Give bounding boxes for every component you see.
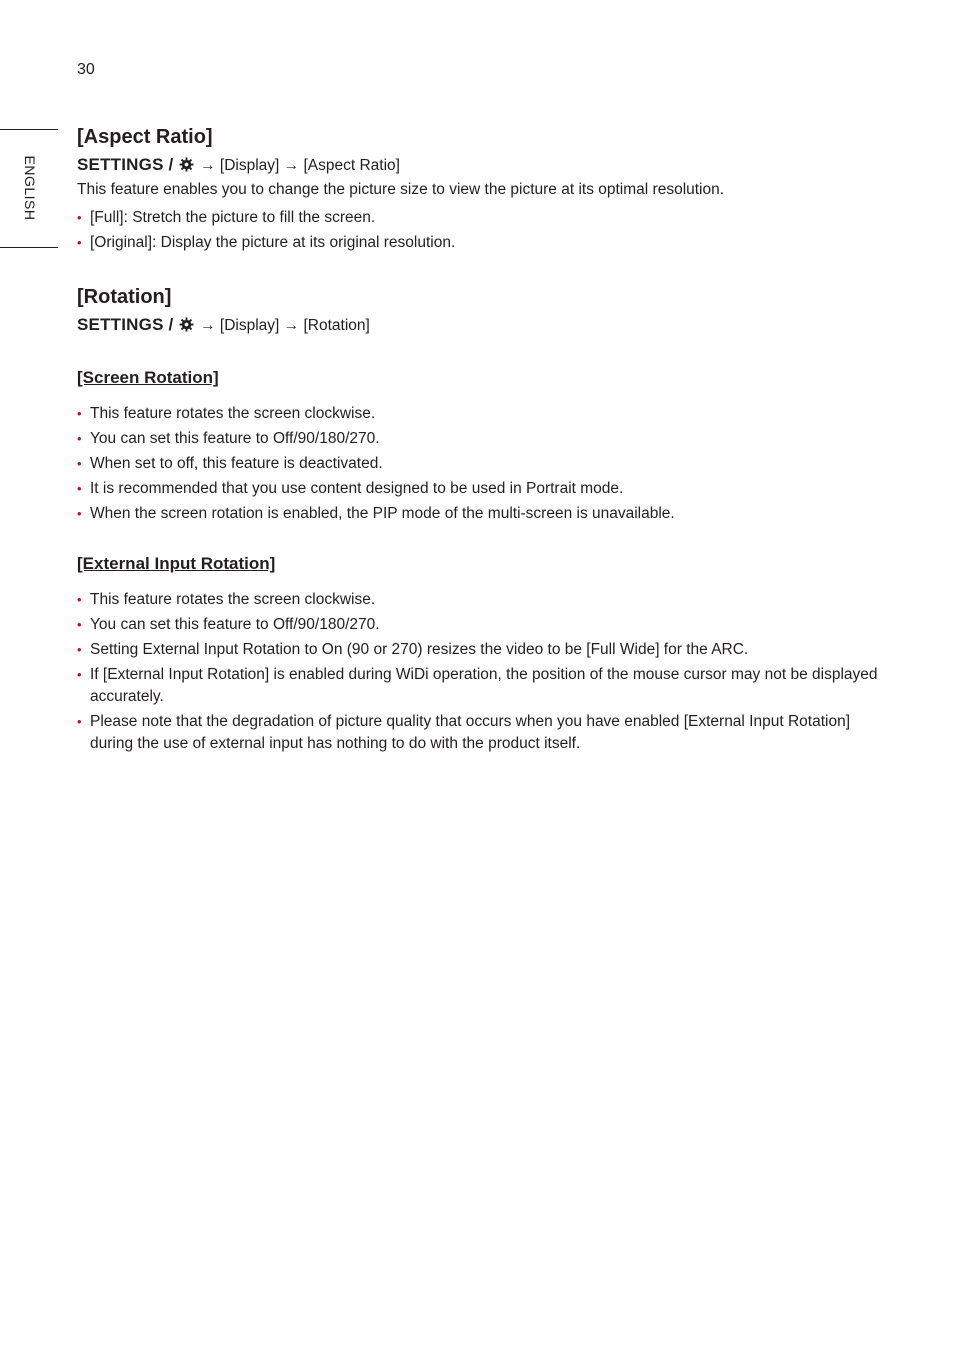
arrow-right-icon: → xyxy=(200,157,216,174)
list-item: • Please note that the degradation of picture quality that occurs when you have enabled [External Input Rotation] during the use of external input has nothing to do with the product itself. xyxy=(77,713,850,752)
aspect-ratio-menu-path xyxy=(77,152,897,179)
aspect-ratio-description: This feature enables you to change the picture size to view the picture at its optimal resolution. xyxy=(77,181,725,198)
rotation-heading: [Rotation] xyxy=(77,286,172,308)
aspect-ratio-section xyxy=(77,122,897,254)
list-item: • Setting External Input Rotation to On (90 or 270) resizes the video to be [Full Wide] for the ARC. xyxy=(77,639,897,661)
menu-step-rotation: [Rotation] xyxy=(303,317,370,334)
aspect-ratio-heading: [Aspect Ratio] xyxy=(77,126,213,148)
bullet-icon: • xyxy=(77,210,82,225)
list-item: • You can set this feature to Off/90/180/270. xyxy=(77,428,897,450)
page-content xyxy=(77,122,897,758)
bullet-icon: • xyxy=(77,406,82,421)
bullet-icon: • xyxy=(77,431,82,446)
rotation-section xyxy=(77,282,897,755)
screen-rotation-list xyxy=(77,403,897,525)
menu-step-display: [Display] xyxy=(219,317,280,334)
language-side-tab xyxy=(0,129,58,248)
external-input-rotation-heading: [External Input Rotation] xyxy=(77,554,276,573)
bullet-icon: • xyxy=(77,456,82,471)
list-item: • When the screen rotation is enabled, the PIP mode of the multi-screen is unavailable. xyxy=(77,503,897,525)
page-number: 30 xyxy=(77,61,95,78)
list-item: • This feature rotates the screen clockwise. xyxy=(77,403,897,425)
gear-icon xyxy=(179,317,194,332)
bullet-icon: • xyxy=(77,481,82,496)
bullet-icon: • xyxy=(77,642,82,657)
arrow-right-icon: → xyxy=(283,157,300,174)
bullet-icon: • xyxy=(77,617,82,632)
settings-label: SETTINGS / xyxy=(77,155,174,174)
settings-label: SETTINGS / xyxy=(77,315,174,334)
bullet-icon: • xyxy=(77,506,82,521)
list-item: • [Original]: Display the picture at its original resolution. xyxy=(77,232,897,254)
list-item: • It is recommended that you use content designed to be used in Portrait mode. xyxy=(77,478,897,500)
menu-step-display: [Display] xyxy=(219,157,280,174)
screen-rotation-heading: [Screen Rotation] xyxy=(77,368,219,387)
external-input-rotation-list xyxy=(77,589,897,755)
arrow-right-icon: → xyxy=(283,317,300,334)
list-item: • You can set this feature to Off/90/180/270. xyxy=(77,614,897,636)
rotation-menu-path xyxy=(77,312,897,339)
arrow-right-icon: → xyxy=(200,317,216,334)
list-item: • This feature rotates the screen clockwise. xyxy=(77,589,897,611)
list-item: • If [External Input Rotation] is enabled during WiDi operation, the position of the mouse cursor may not be displayed accurately. xyxy=(77,666,878,705)
list-item: • When set to off, this feature is deactivated. xyxy=(77,453,897,475)
list-item: • [Full]: Stretch the picture to fill the screen. xyxy=(77,207,897,229)
menu-step-aspect-ratio: [Aspect Ratio] xyxy=(303,157,400,174)
bullet-icon: • xyxy=(77,235,82,250)
gear-icon xyxy=(179,157,194,172)
aspect-ratio-list xyxy=(77,207,897,254)
language-label: ENGLISH xyxy=(22,155,38,221)
bullet-icon: • xyxy=(77,592,82,607)
bullet-icon: • xyxy=(77,714,82,729)
bullet-icon: • xyxy=(77,667,82,682)
